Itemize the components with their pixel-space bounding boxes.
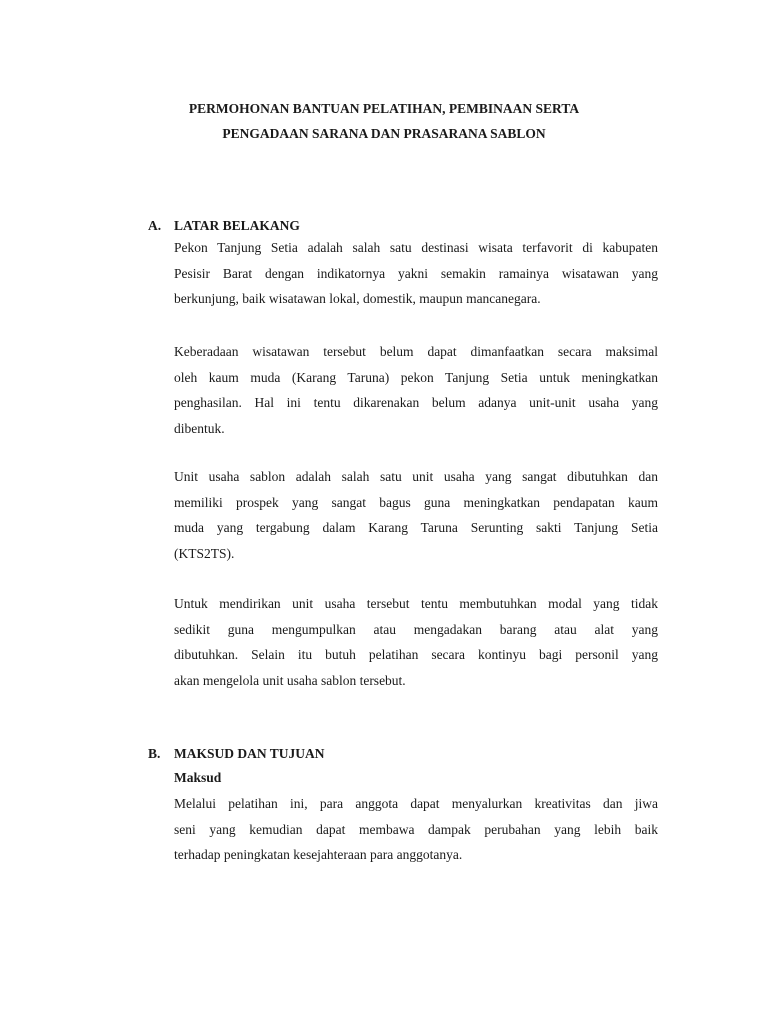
section-a-title: LATAR BELAKANG xyxy=(174,218,300,233)
paragraph-line: dibentuk. xyxy=(174,420,225,436)
paragraph-line: Untuk mendirikan unit usaha tersebut tentu membutuhkan modal yang tidak xyxy=(174,596,658,611)
section-a-paragraph-3 xyxy=(174,467,658,569)
paragraph-line: sedikit guna mengumpulkan atau mengadakan barang atau alat yang xyxy=(174,621,658,637)
title-line-2: PENGADAAN SARANA DAN PRASARANA SABLON xyxy=(222,126,546,141)
paragraph-line: penghasilan. Hal ini tentu dikarenakan belum adanya unit-unit usaha yang xyxy=(174,395,658,410)
paragraph-line: Melalui pelatihan ini, para anggota dapat menyalurkan kreativitas dan jiwa xyxy=(174,796,658,811)
paragraph-line: Keberadaan wisatawan tersebut belum dapat dimanfaatkan secara maksimal xyxy=(174,344,658,359)
paragraph-line: Pekon Tanjung Setia adalah salah satu destinasi wisata terfavorit di kabupaten xyxy=(174,240,658,255)
section-a-letter: A. xyxy=(148,218,162,233)
paragraph-line: Unit usaha sablon adalah salah satu unit usaha yang sangat dibutuhkan dan xyxy=(174,469,658,484)
section-b-paragraph-1 xyxy=(174,794,658,871)
document-title xyxy=(0,96,768,146)
paragraph-line: berkunjung, baik wisatawan lokal, domestik, maupun mancanegara. xyxy=(174,291,541,306)
paragraph-line: Pesisir Barat dengan indikatornya yakni semakin ramainya wisatawan yang xyxy=(174,265,658,281)
section-a-heading xyxy=(148,216,300,236)
section-a-paragraph-1 xyxy=(174,238,658,315)
section-b-heading xyxy=(148,744,325,764)
paragraph-line: seni yang kemudian dapat membawa dampak perubahan yang lebih baik xyxy=(174,821,658,837)
section-b-letter: B. xyxy=(148,746,161,761)
paragraph-line: oleh kaum muda (Karang Taruna) pekon Tanjung Setia untuk meningkatkan xyxy=(174,369,658,385)
paragraph-line: terhadap peningkatan kesejahteraan para anggotanya. xyxy=(174,847,463,862)
section-a-paragraph-4 xyxy=(174,594,658,696)
title-line-1: PERMOHONAN BANTUAN PELATIHAN, PEMBINAAN SERTA xyxy=(188,101,580,116)
section-a-paragraph-2 xyxy=(174,342,658,444)
paragraph-line: dibutuhkan. Selain itu butuh pelatihan secara kontinyu bagi personil yang xyxy=(174,647,658,662)
paragraph-line: memiliki prospek yang sangat bagus guna meningkatkan pendapatan kaum xyxy=(174,494,658,510)
paragraph-line: akan mengelola unit usaha sablon tersebut. xyxy=(174,672,406,688)
section-b-title: MAKSUD DAN TUJUAN xyxy=(174,746,325,761)
paragraph-line: (KTS2TS). xyxy=(174,545,235,561)
paragraph-line: muda yang tergabung dalam Karang Taruna Serunting sakti Tanjung Setia xyxy=(174,520,658,535)
section-b-subheading: Maksud xyxy=(174,770,222,785)
